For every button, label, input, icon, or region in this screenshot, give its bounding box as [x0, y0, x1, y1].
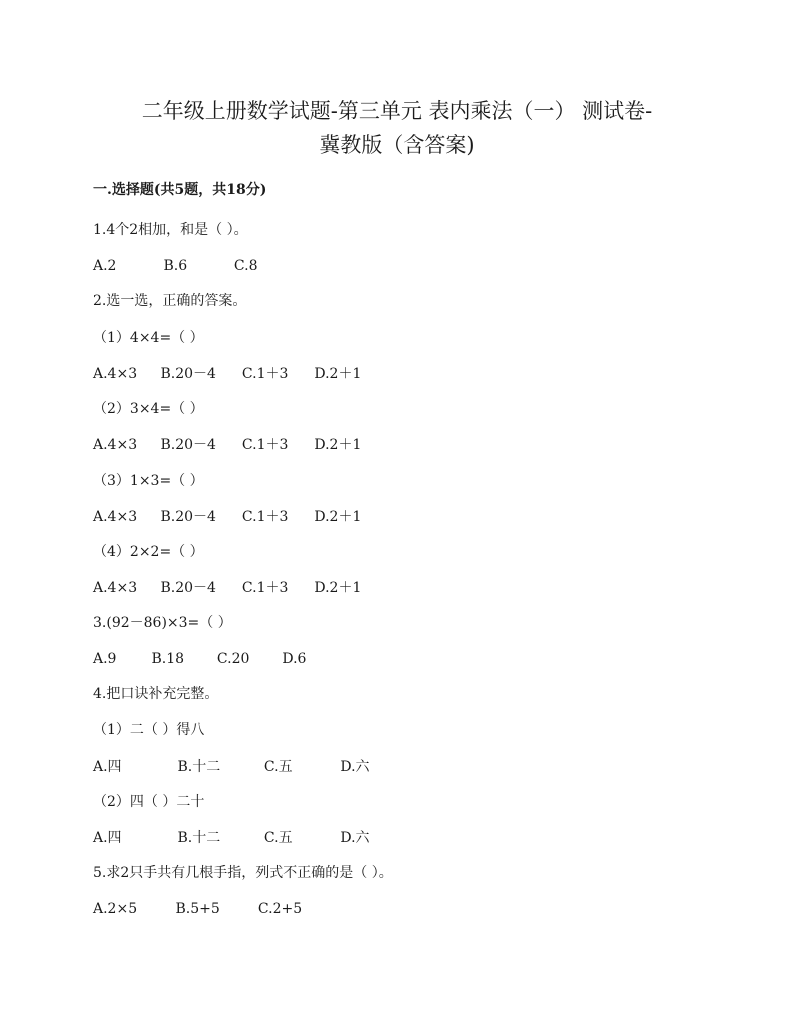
question-4-sub-2-options	[93, 829, 370, 847]
document-title-line1: 二年级上册数学试题-第三单元 表内乘法（一） 测试卷-	[141, 99, 653, 123]
option-a: A.4×3	[93, 437, 138, 453]
option-b: B.20－4	[160, 366, 216, 382]
question-2-sub-1: （1）4×4=（ ）	[93, 330, 204, 346]
question-3-options	[93, 650, 306, 668]
option-d: D.2＋1	[314, 509, 362, 525]
option-d: D.2＋1	[314, 366, 362, 382]
option-b: B.18	[151, 651, 185, 667]
question-2-sub-2: （2）3×4=（ ）	[93, 401, 204, 417]
question-5-options	[93, 900, 302, 918]
question-1-stem: 1.4个2相加，和是（ ）。	[93, 222, 248, 238]
question-5-stem: 5.求2只手共有几根手指，列式不正确的是（ ）。	[93, 865, 393, 881]
option-c: C.1＋3	[241, 580, 289, 596]
option-a: A.4×3	[93, 509, 138, 525]
option-a: A.4×3	[93, 366, 138, 382]
question-2-stem: 2.选一选，正确的答案。	[93, 293, 247, 309]
option-d: D.2＋1	[314, 437, 362, 453]
option-c: C.20	[216, 651, 250, 667]
option-b: B.20－4	[160, 437, 216, 453]
question-2-sub-3-options	[93, 508, 361, 526]
question-3-stem: 3.(92－86)×3=（ ）	[93, 615, 232, 631]
option-a: A.四	[93, 830, 122, 846]
option-d: D.六	[340, 830, 370, 846]
question-4-sub-1: （1）二（ ）得八	[93, 722, 205, 738]
question-2-sub-4-options	[93, 579, 361, 597]
option-d: D.六	[340, 759, 370, 775]
option-a: A.2×5	[93, 901, 138, 917]
option-a: A.2	[93, 258, 117, 274]
option-c: C.1＋3	[241, 437, 289, 453]
question-4-stem: 4.把口诀补充完整。	[93, 686, 219, 702]
option-b: B.20－4	[160, 580, 216, 596]
option-b: B.5+5	[175, 901, 220, 917]
question-4-sub-1-options	[93, 758, 370, 776]
question-2-sub-1-options	[93, 365, 361, 383]
option-a: A.四	[93, 759, 122, 775]
option-a: A.4×3	[93, 580, 138, 596]
option-b: B.20－4	[160, 509, 216, 525]
section-heading-multiple-choice: 一.选择题(共5题，共18分)	[93, 182, 267, 198]
option-a: A.9	[93, 651, 117, 667]
option-c: C.1＋3	[241, 509, 289, 525]
option-b: B.十二	[177, 759, 221, 775]
question-2-sub-4: （4）2×2=（ ）	[93, 544, 204, 560]
option-d: D.6	[282, 651, 307, 667]
question-2-sub-3: （3）1×3=（ ）	[93, 473, 204, 489]
option-c: C.五	[263, 759, 293, 775]
option-c: C.8	[233, 258, 258, 274]
option-b: B.十二	[177, 830, 221, 846]
document-title-line2: 冀教版（含答案)	[319, 133, 475, 157]
option-c: C.2+5	[257, 901, 303, 917]
option-c: C.五	[263, 830, 293, 846]
question-4-sub-2: （2）四（ ）二十	[93, 794, 205, 810]
option-c: C.1＋3	[241, 366, 289, 382]
question-1-options	[93, 257, 257, 275]
question-2-sub-2-options	[93, 436, 361, 454]
option-d: D.2＋1	[314, 580, 362, 596]
option-b: B.6	[163, 258, 188, 274]
